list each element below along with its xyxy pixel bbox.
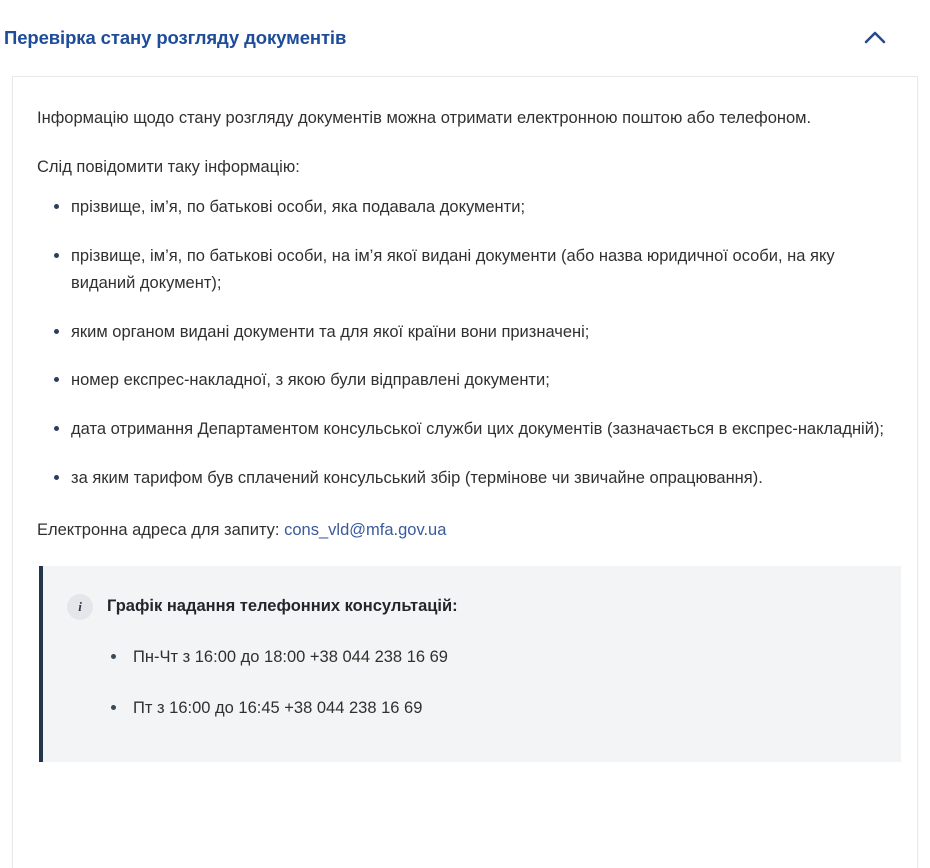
list-item: номер експрес-накладної, з якою були відправлені документи;	[37, 367, 893, 394]
email-link[interactable]: cons_vld@mfa.gov.ua	[284, 521, 447, 540]
info-icon: i	[67, 594, 93, 620]
callout-title: Графік надання телефонних консультацій:	[107, 597, 458, 616]
list-item: за яким тарифом був сплачений консульський збір (термінове чи звичайне опрацювання).	[37, 465, 893, 492]
schedule-list	[43, 644, 877, 721]
list-item: Пн-Чт з 16:00 до 18:00 +38 044 238 16 69	[111, 644, 877, 670]
list-item: яким органом видані документи та для якої країни вони призначені;	[37, 319, 893, 346]
requirements-list	[37, 194, 893, 491]
email-label: Електронна адреса для запиту:	[37, 521, 280, 540]
page-title: Перевірка стану розгляду документів	[4, 26, 347, 48]
chevron-up-icon[interactable]	[860, 22, 890, 52]
list-item: прізвище, ім’я, по батькові особи, на ім’я якої видані документи (або назва юридичної особи, на яку виданий документ);	[37, 243, 893, 296]
list-item: прізвище, ім’я, по батькові особи, яка подавала документи;	[37, 194, 893, 221]
list-lead-paragraph: Слід повідомити таку інформацію:	[37, 157, 300, 176]
intro-paragraph: Інформацію щодо стану розгляду документів можна отримати електронною поштою або телефоном.	[37, 109, 812, 127]
list-item: Пт з 16:00 до 16:45 +38 044 238 16 69	[111, 695, 877, 721]
accordion-content	[12, 76, 918, 868]
list-item: дата отримання Департаментом консульської служби цих документів (зазначається в експрес-накладній);	[37, 416, 893, 443]
email-line	[37, 517, 893, 544]
info-callout	[39, 566, 901, 762]
callout-header	[43, 594, 877, 620]
accordion-header[interactable]	[0, 0, 930, 72]
